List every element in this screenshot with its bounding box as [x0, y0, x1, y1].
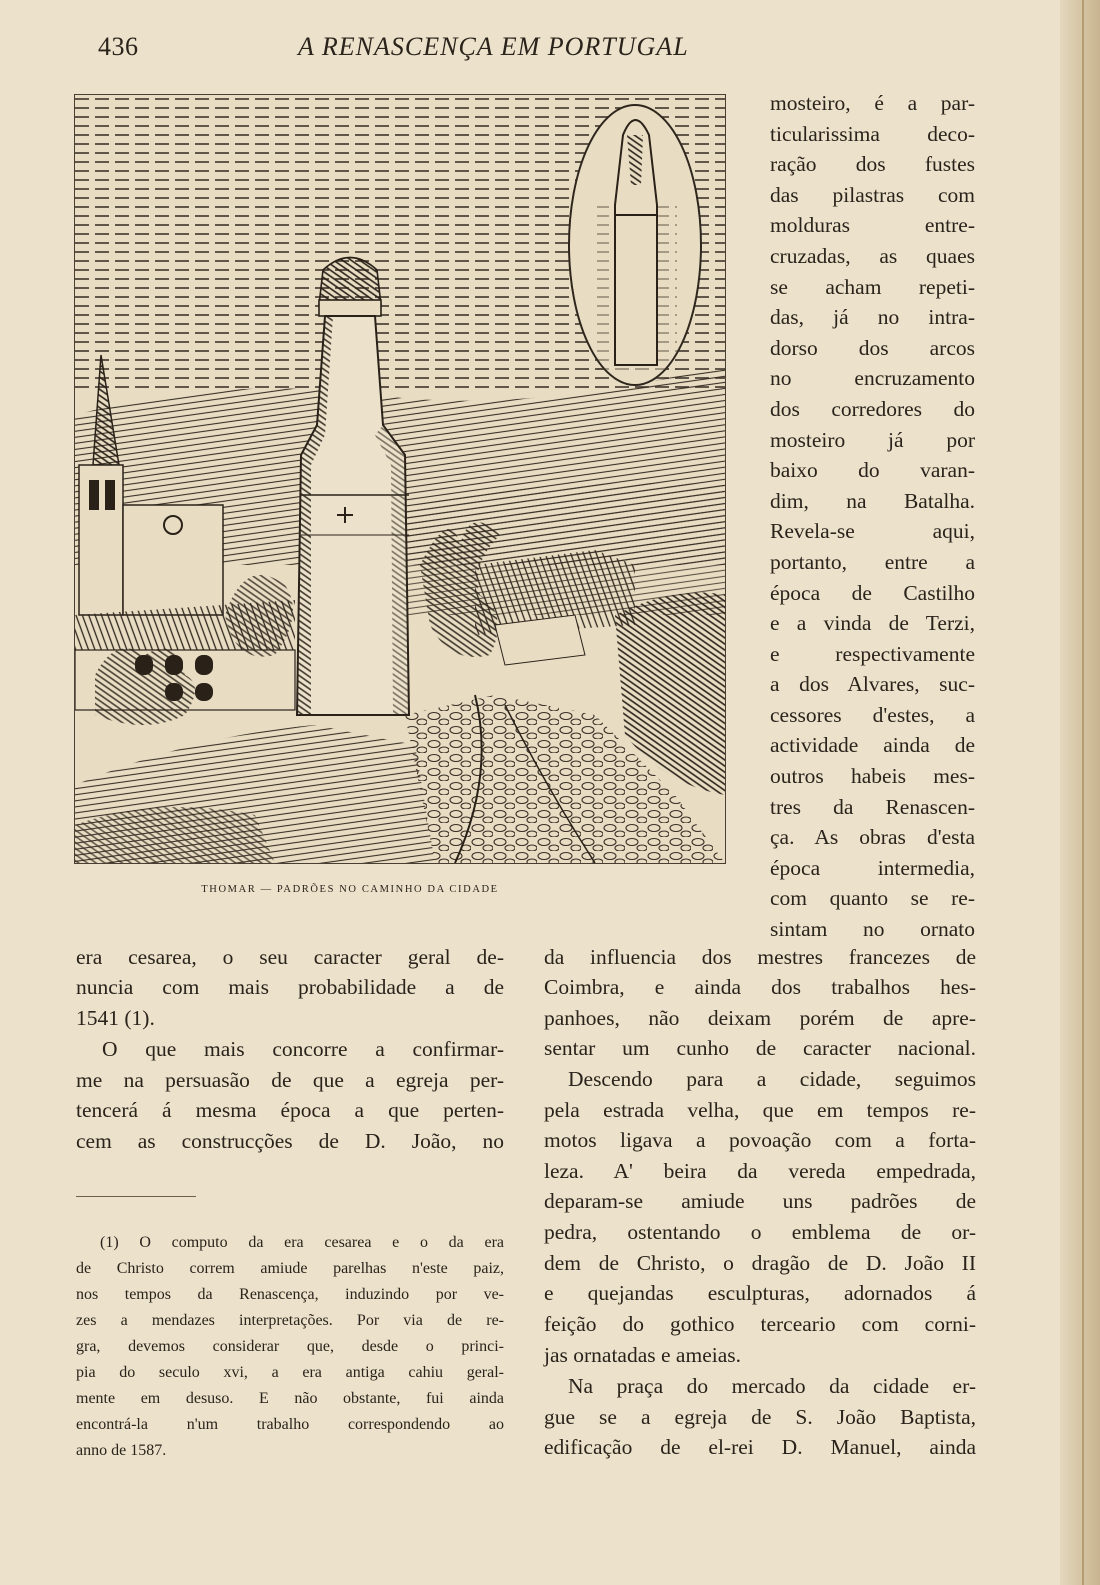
text-line: molduras entre- — [770, 213, 975, 238]
text-line: pedra, ostentando o emblema de or- — [544, 1220, 976, 1244]
text-line: mosteiro já por — [770, 427, 975, 452]
paragraph-start-line: Descendo para a cidade, seguimos — [568, 1067, 976, 1091]
text-line: outros habeis mes- — [770, 764, 975, 789]
text-line: com quanto se re- — [770, 886, 975, 911]
text-line: e respectivamente — [770, 641, 975, 666]
text-line: e quejandas esculpturas, adornados á — [544, 1281, 976, 1305]
text-line: das, já no intra- — [770, 305, 975, 330]
text-line: dem de Christo, o dragão de D. João II — [544, 1251, 976, 1275]
footnote-line: gra, devemos considerar que, desde o princi- — [76, 1338, 504, 1355]
page-number: 436 — [98, 32, 139, 61]
text-line: dos corredores do — [770, 396, 975, 421]
text-line: dim, na Batalha. — [770, 488, 975, 513]
text-line: sentar um cunho de caracter nacional. — [544, 1036, 976, 1060]
text-line: actividade ainda de — [770, 733, 975, 758]
text-line: cem as construcções de D. João, no — [76, 1129, 504, 1153]
text-line: baixo do varan- — [770, 458, 975, 483]
text-line: Revela-se aqui, — [770, 519, 975, 544]
text-line: gue se a egreja de S. João Baptista, — [544, 1405, 976, 1429]
text-line: época intermedia, — [770, 855, 975, 880]
text-line: no encruzamento — [770, 366, 975, 391]
text-line: da influencia dos mestres francezes de — [544, 945, 976, 969]
text-line: deparam-se amiude uns padrões de — [544, 1189, 976, 1213]
footnote-separator — [76, 1196, 196, 1197]
text-line: era cesarea, o seu caracter geral de- — [76, 945, 504, 969]
text-line: motos ligava a povoação com a forta- — [544, 1128, 976, 1152]
text-line: tencerá á mesma época a que perten- — [76, 1098, 504, 1122]
footnote-line: anno de 1587. — [76, 1442, 167, 1459]
text-line: edificação de el-rei D. Manuel, ainda — [544, 1435, 976, 1459]
text-line: dorso dos arcos — [770, 335, 975, 360]
text-line: portanto, entre a — [770, 549, 975, 574]
paragraph-start-line: Na praça do mercado da cidade er- — [568, 1374, 976, 1398]
text-line: cessores d'estes, a — [770, 702, 975, 727]
paragraph-start-line: O que mais concorre a confirmar- — [102, 1037, 504, 1061]
text-line: leza. A' beira da vereda empedrada, — [544, 1159, 976, 1183]
engraving-illustration — [74, 94, 726, 864]
figure-caption: THOMAR — PADRÕES NO CAMINHO DA CIDADE — [201, 884, 499, 895]
text-line: mosteiro, é a par- — [770, 91, 975, 115]
text-line: a dos Alvares, suc- — [770, 672, 975, 697]
page-edge-line — [1082, 0, 1084, 1585]
paragraph-end-line: 1541 (1). — [76, 1006, 155, 1030]
text-line: época de Castilho — [770, 580, 975, 605]
footnote-line: mente em desuso. E não obstante, fui ainda — [76, 1390, 504, 1407]
text-line: se acham repeti- — [770, 274, 975, 299]
text-line: tres da Renascen- — [770, 794, 975, 819]
text-line: pela estrada velha, que em tempos re- — [544, 1098, 976, 1122]
text-line: sintam no ornato — [770, 917, 975, 942]
text-line: panhoes, não deixam porém de apre- — [544, 1006, 976, 1030]
text-line: cruzadas, as quaes — [770, 243, 975, 268]
text-line: Coimbra, e ainda dos trabalhos hes- — [544, 975, 976, 999]
page-edge-shadow — [1060, 0, 1100, 1585]
text-line: ração dos fustes — [770, 152, 975, 177]
engraving-drawing — [75, 95, 725, 863]
page-header — [98, 32, 758, 72]
footnote-line: encontrá-la n'um trabalho correspondendo ao — [76, 1416, 504, 1433]
text-line: ticularissima deco- — [770, 121, 975, 146]
footnote-line: nos tempos da Renascença, induzindo por ve- — [76, 1286, 504, 1303]
footnote-line: pia do seculo xvi, a era antiga cahiu geral- — [76, 1364, 504, 1381]
text-line: nuncia com mais probabilidade a de — [76, 975, 504, 999]
running-head: A RENASCENÇA EM PORTUGAL — [298, 32, 689, 61]
right-column-top-text — [770, 88, 975, 945]
text-line: ça. As obras d'esta — [770, 825, 975, 850]
footnote-line: (1) O computo da era cesarea e o da era — [100, 1234, 504, 1251]
footnote-line: de Christo correm amiude parelhas n'este paiz, — [76, 1260, 504, 1277]
paragraph-end-line: jas ornatadas e ameias. — [544, 1343, 741, 1367]
text-line: me na persuasão de que a egreja per- — [76, 1068, 504, 1092]
text-line: e a vinda de Terzi, — [770, 611, 975, 636]
text-line: das pilastras com — [770, 182, 975, 207]
text-line: feição do gothico terceario com corni- — [544, 1312, 976, 1336]
footnote-line: zes a mendazes interpretações. Por via de re- — [76, 1312, 504, 1329]
